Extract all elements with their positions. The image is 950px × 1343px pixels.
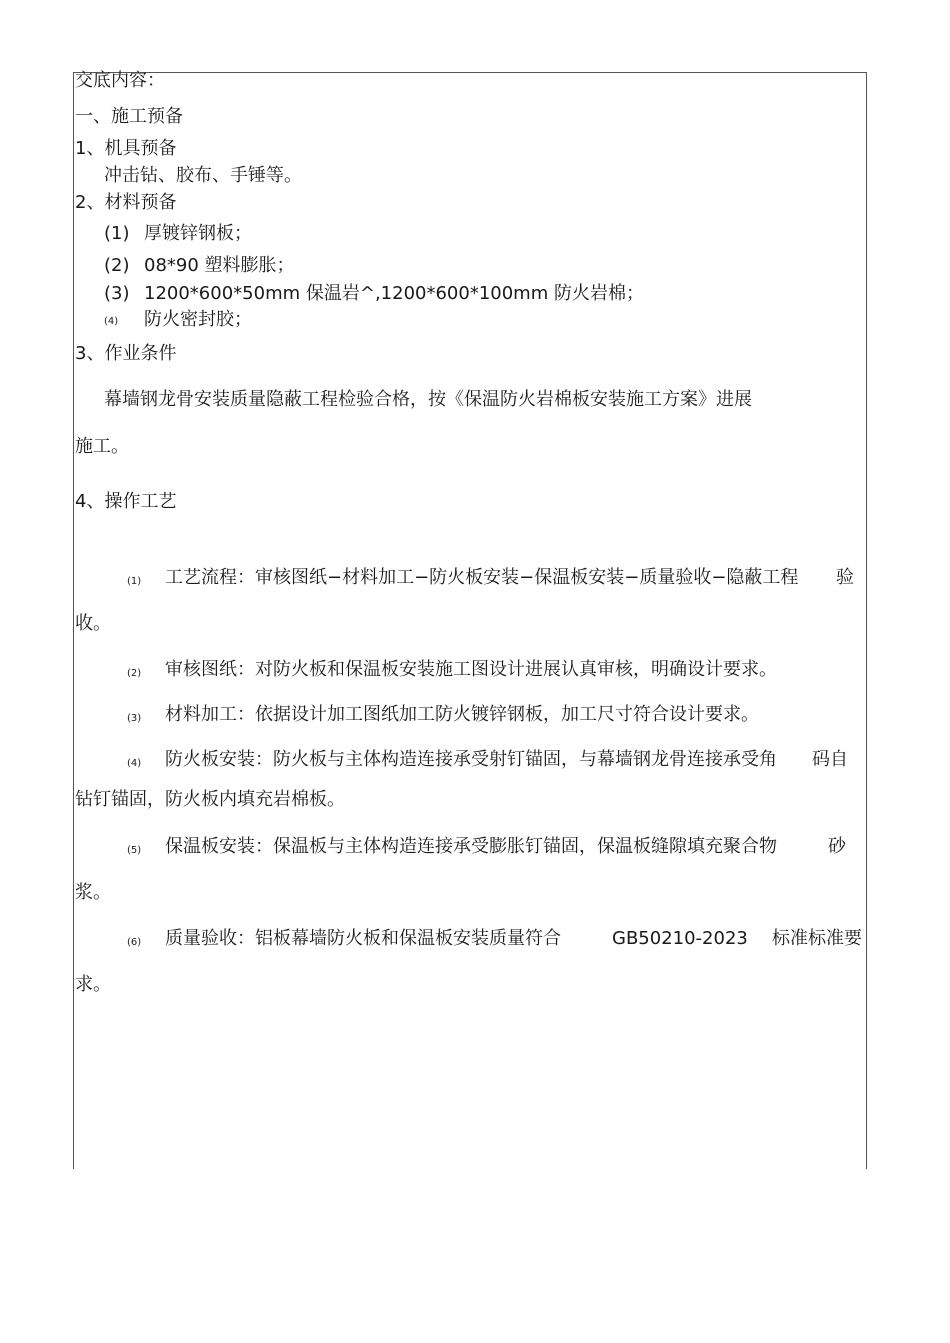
step-marker: (5) [127,845,142,856]
tools-heading: 1、机具预备 [75,138,177,159]
conditions-line: 施工。 [75,436,129,457]
step-text: 保温板安装：保温板与主体构造连接承受膨胀钉锚固，保温板缝隙填充聚合物 [165,836,777,857]
step-text: 求。 [75,974,111,995]
step-text: 工艺流程：审核图纸−材料加工−防火板安装−保温板安装−质量验收−隐蔽工程 [165,567,799,588]
step-marker: (3) [127,713,142,724]
material-marker: (1) [104,223,130,244]
conditions-line: 幕墙钢龙骨安装质量隐蔽工程检验合格，按《保温防火岩棉板安装施工方案》进展 [104,389,752,410]
material-text: 08*90 塑料膨胀； [144,255,295,276]
step-text: 材料加工：依据设计加工图纸加工防火镀锌钢板，加工尺寸符合设计要求。 [165,704,759,725]
material-text: 1200*600*50mm 保温岩^,1200*600*100mm 防火岩棉； [144,283,644,304]
material-marker: (3) [104,283,130,304]
material-text: 厚镀锌钢板； [144,223,252,244]
step-marker: (2) [127,668,142,679]
material-marker: (2) [104,255,130,276]
step-marker: (1) [127,576,142,587]
content-label: 交底内容： [75,70,165,91]
step-text: 收。 [75,613,111,634]
step-marker: (4) [127,758,142,769]
step-text: 质量验收：铝板幕墙防火板和保温板安装质量符合 [165,928,561,949]
step-text-tail: 标准标准要 [772,928,862,949]
conditions-heading: 3、作业条件 [75,343,177,364]
tools-text: 冲击钻、胶布、手锤等。 [104,165,302,186]
step-text: 浆。 [75,882,111,903]
step-text: 钻钉锚固，防火板内填充岩棉板。 [75,789,345,810]
process-heading: 4、操作工艺 [75,491,177,512]
step-text: 审核图纸：对防火板和保温板安装施工图设计进展认真审核，明确设计要求。 [165,659,777,680]
step-marker: (6) [127,937,142,948]
step-text-tail: 验 [836,567,854,588]
material-text: 防火密封胶； [144,309,252,330]
step-text: 防火板安装：防火板与主体构造连接承受射钉锚固，与幕墙钢龙骨连接承受角 [165,749,777,770]
standard-code: GB50210-2023 [612,928,748,949]
material-marker: (4) [104,316,119,327]
section-title: 一、施工预备 [75,106,183,127]
step-text-tail: 码自 [812,749,848,770]
materials-heading: 2、材料预备 [75,192,177,213]
step-text-tail: 砂 [828,836,846,857]
